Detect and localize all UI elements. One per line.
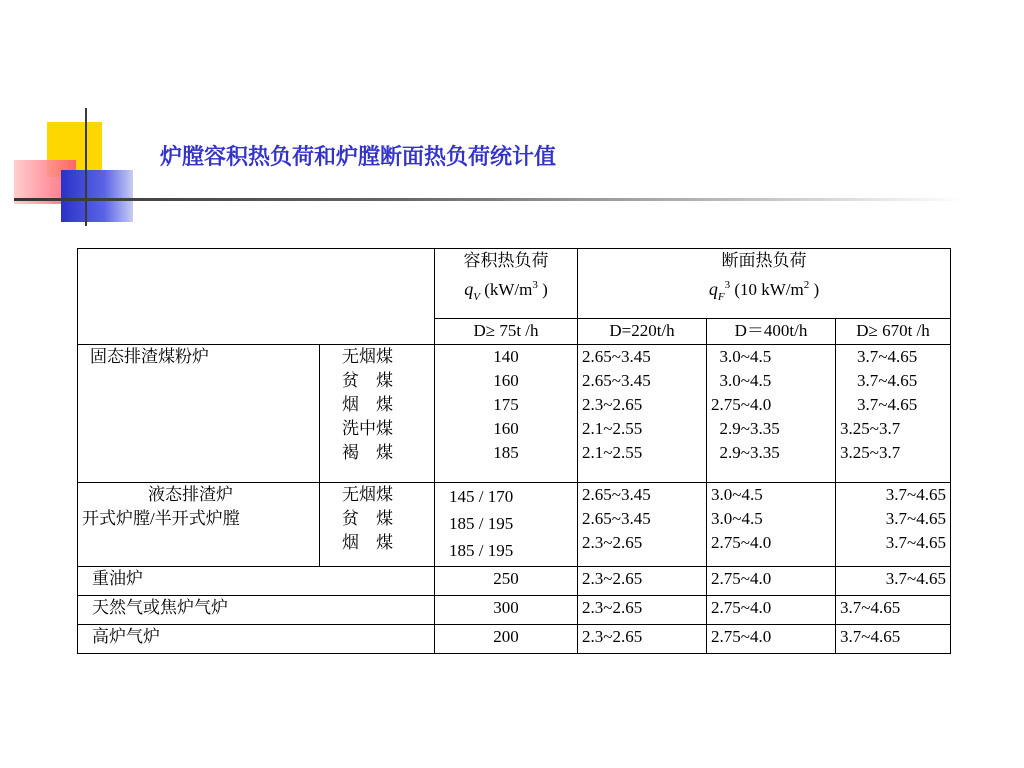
fuel-cell: 无烟煤 贫 煤 烟 煤 洗中煤 褐 煤 (320, 345, 435, 483)
d400-cell: 3.0~4.5 3.0~4.5 2.75~4.0 (707, 483, 836, 567)
slide-title: 炉膛容积热负荷和炉膛断面热负荷统计值 (160, 145, 557, 170)
fuel-name: 重油炉 (78, 567, 435, 596)
d220-cell: 2.3~2.65 (578, 567, 707, 596)
d670-cell: 3.7~4.65 (836, 567, 951, 596)
capacity-header-4: D≥ 670t /h (836, 319, 951, 345)
capacity-header-2: D=220t/h (578, 319, 707, 345)
table-row (78, 596, 951, 625)
qv-cell: 200 (435, 625, 578, 654)
d400-cell: 2.75~4.0 (707, 596, 836, 625)
section-load-header (578, 249, 951, 319)
d220-cell: 2.3~2.65 (578, 625, 707, 654)
decor-vertical-line (85, 108, 87, 226)
fuel-cell: 无烟煤 贫 煤 烟 煤 (320, 483, 435, 567)
decor-horizontal-line (14, 198, 966, 201)
d670-cell: 3.7~4.65 3.7~4.65 3.7~4.65 (836, 483, 951, 567)
volume-load-unit: $q_V$ ($kW/m^3$ ) (464, 279, 548, 303)
d400-cell: 2.75~4.0 (707, 567, 836, 596)
header-row-1 (78, 249, 951, 319)
d400-cell: 2.75~4.0 (707, 625, 836, 654)
section-load-unit: $q_F^3$ (10 $kW/m^2$ ) (708, 279, 820, 303)
capacity-header-3: D＝400t/h (707, 319, 836, 345)
decor-blue-square (61, 170, 133, 222)
d220-cell: 2.65~3.45 2.65~3.45 2.3~2.65 (578, 483, 707, 567)
fuel-name: 高炉气炉 (78, 625, 435, 654)
d670-cell: 3.7~4.65 3.7~4.65 3.7~4.65 3.25~3.7 3.25~3.7 (836, 345, 951, 483)
group-row-liquid (78, 483, 951, 567)
d670-cell: 3.7~4.65 (836, 625, 951, 654)
heat-load-table (77, 248, 951, 654)
group-name: 固态排渣煤粉炉 (78, 345, 320, 483)
qv-cell: 145 / 170 185 / 195 185 / 195 (435, 483, 578, 567)
volume-load-label: 容积热负荷 (463, 251, 549, 270)
section-load-label: 断面热负荷 (721, 251, 807, 270)
volume-load-header (435, 249, 578, 319)
fuel-name: 天然气或焦炉气炉 (78, 596, 435, 625)
d400-cell: 3.0~4.5 3.0~4.5 2.75~4.0 2.9~3.35 2.9~3.35 (707, 345, 836, 483)
qv-cell: 140 160 175 160 185 (435, 345, 578, 483)
qv-cell: 250 (435, 567, 578, 596)
group-row-solid (78, 345, 951, 483)
d220-cell: 2.65~3.45 2.65~3.45 2.3~2.65 2.1~2.55 2.1~2.55 (578, 345, 707, 483)
d220-cell: 2.3~2.65 (578, 596, 707, 625)
d670-cell: 3.7~4.65 (836, 596, 951, 625)
capacity-header-1: D≥ 75t /h (435, 319, 578, 345)
qv-cell: 300 (435, 596, 578, 625)
table-row (78, 567, 951, 596)
table-row (78, 625, 951, 654)
group-name: 液态排渣炉 开式炉膛/半开式炉膛 (78, 483, 320, 567)
header-blank-cell (78, 249, 435, 345)
